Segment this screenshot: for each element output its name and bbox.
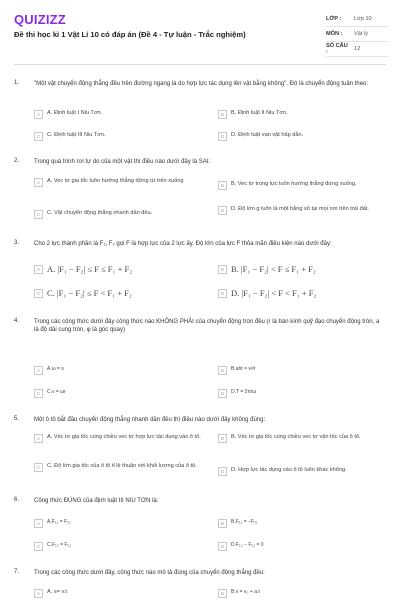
question-text: Công thức ĐÚNG của định luật III NIU TƠN là: bbox=[34, 498, 159, 504]
option-c[interactable] bbox=[34, 210, 206, 219]
option-text: D. Độ lớn g luôn là một hằng số tại mọi nơi trên trái đất. bbox=[231, 206, 369, 212]
meta-row-class bbox=[326, 12, 388, 27]
question-text: "Một vật chuyển động thẳng đều trên đường ngang là do hợp lực tác dụng lên vật bằng không". Đó là chuyển động tuân theo: bbox=[34, 81, 369, 87]
question-number: 1. bbox=[14, 80, 20, 86]
question-3 bbox=[14, 240, 386, 306]
option-a[interactable] bbox=[34, 265, 206, 274]
option-text: B.v = v₀ + a.t bbox=[231, 589, 260, 595]
option-c[interactable] bbox=[34, 463, 206, 472]
meta-row-subject bbox=[326, 27, 388, 42]
quizizz-logo: QUIZIZZ bbox=[14, 12, 66, 27]
option-key-box: D bbox=[218, 467, 227, 476]
option-key-box: D bbox=[218, 389, 227, 398]
meta-row-count bbox=[326, 42, 388, 57]
question-text: Trong quá trình rơi tự do của một vật thì điều nào dưới đây là SAI: bbox=[34, 159, 211, 165]
option-c[interactable] bbox=[34, 132, 206, 141]
question-text: Trong các công thức dưới đây công thức nào KHÔNG PHẢI của chuyển động tròn đều (r là bán kính quỹ đạo chuyển động tròn, a là độ dài cung tròn, φ là góc quay) bbox=[34, 319, 380, 333]
option-b[interactable] bbox=[218, 110, 390, 119]
option-key-box: A bbox=[34, 589, 43, 598]
question-4 bbox=[14, 318, 386, 400]
option-key-box: B bbox=[218, 589, 227, 598]
option-text: D.F₁₂ − F₂₁ = 0 bbox=[231, 542, 264, 548]
question-text: Một ô tô bắt đầu chuyển động thẳng nhanh dần đều thì điều nào dưới đây không đúng: bbox=[34, 417, 266, 423]
question-number: 4. bbox=[14, 318, 20, 324]
option-text: A. |F₁ − F₂| ≤ F ≤ F₁ + F₂ bbox=[47, 264, 133, 274]
option-key-box: B bbox=[218, 434, 227, 443]
option-text: A. s= v.t bbox=[47, 589, 67, 595]
option-text: D. Định luật vạn vật hấp dẫn. bbox=[231, 132, 304, 138]
option-key-box: A bbox=[34, 366, 43, 375]
option-key-box: B bbox=[218, 181, 227, 190]
option-text: C.F₁₂ = F₂₁ bbox=[47, 542, 72, 548]
option-text: C. Định luật III Niu Tơn. bbox=[47, 132, 106, 138]
option-a[interactable] bbox=[34, 519, 206, 528]
option-b[interactable] bbox=[218, 181, 390, 190]
meta-label: SỐ CÂU : bbox=[326, 43, 348, 55]
option-b[interactable] bbox=[218, 265, 390, 274]
option-key-box: B bbox=[218, 366, 227, 375]
option-a[interactable] bbox=[34, 434, 206, 443]
meta-value: 12 bbox=[354, 46, 361, 52]
option-text: A. Vec tơ gia tốc luôn hướng thẳng đứng từ trên xuống bbox=[47, 178, 184, 184]
option-text: B. Véc tơ gia tốc cùng chiều vec tơ vận tốc của ô tô. bbox=[231, 434, 361, 440]
option-d[interactable] bbox=[218, 389, 390, 398]
question-text: Cho 2 lực thành phần là F₁, F₂ gọi F là hợp lực của 2 lực ấy. Độ lớn của lực F thỏa mãn điều kiện nào dưới đây: bbox=[34, 241, 332, 247]
option-a[interactable] bbox=[34, 366, 206, 375]
question-number: 6. bbox=[14, 497, 20, 503]
option-text: B. Định luật II Niu Tơn. bbox=[231, 110, 288, 116]
option-key-box: C bbox=[34, 389, 43, 398]
option-text: D. Hợp lực tác dụng vào ô tô luôn khác không. bbox=[231, 467, 347, 473]
option-text: B.F₁₂ = −F₂₁ bbox=[231, 519, 258, 525]
option-key-box: C bbox=[34, 289, 43, 298]
option-key-box: B bbox=[218, 519, 227, 528]
option-key-box: C bbox=[34, 132, 43, 141]
option-key-box: C bbox=[34, 542, 43, 551]
meta-label: LỚP : bbox=[326, 16, 342, 22]
meta-table bbox=[326, 12, 388, 57]
option-text: B. |F₁ − F₂| < F ≤ F₁ + F₂ bbox=[231, 264, 316, 274]
option-key-box: A bbox=[34, 178, 43, 187]
option-text: C.v = ωr bbox=[47, 389, 66, 395]
option-key-box: A bbox=[34, 519, 43, 528]
option-text: C. Vật chuyển động thẳng nhanh dần đều. bbox=[47, 210, 153, 216]
question-number: 2. bbox=[14, 158, 20, 164]
question-7 bbox=[14, 569, 386, 600]
option-a[interactable] bbox=[34, 178, 206, 187]
option-d[interactable] bbox=[218, 542, 390, 551]
option-key-box: D bbox=[218, 132, 227, 141]
question-6 bbox=[14, 497, 386, 557]
option-b[interactable] bbox=[218, 366, 390, 375]
question-number: 7. bbox=[14, 569, 20, 575]
option-key-box: A bbox=[34, 434, 43, 443]
option-key-box: D bbox=[218, 542, 227, 551]
option-b[interactable] bbox=[218, 589, 390, 598]
question-number: 3. bbox=[14, 240, 20, 246]
option-text: C. |F₁ − F₂| ≤ F < F₁ + F₂ bbox=[47, 288, 132, 298]
option-text: A. Định luật I Niu Tơn. bbox=[47, 110, 103, 116]
option-text: B. Vec tơ trọng lực luôn hướng thẳng đứng xuống. bbox=[231, 181, 357, 187]
option-b[interactable] bbox=[218, 434, 390, 443]
option-key-box: B bbox=[218, 265, 227, 274]
option-text: B.aht = v²/r bbox=[231, 366, 256, 372]
document-title: Đề thi học kì 1 Vật Lí 10 có đáp án (Đề 4 - Tự luận - Trắc nghiệm) bbox=[14, 30, 246, 39]
meta-label: MÔN : bbox=[326, 31, 343, 37]
question-text: Trong các công thức dưới đây, công thức nào mô tả đúng của chuyển động thẳng đều: bbox=[34, 570, 265, 576]
option-d[interactable] bbox=[218, 467, 390, 476]
question-1 bbox=[14, 80, 386, 148]
option-a[interactable] bbox=[34, 589, 206, 598]
option-key-box: D bbox=[218, 289, 227, 298]
option-key-box: C bbox=[34, 210, 43, 219]
option-key-box: C bbox=[34, 463, 43, 472]
question-number: 5. bbox=[14, 416, 20, 422]
meta-value: Lớp 10 bbox=[354, 16, 372, 22]
option-key-box: B bbox=[218, 110, 227, 119]
option-c[interactable] bbox=[34, 389, 206, 398]
option-key-box: A bbox=[34, 265, 43, 274]
question-5 bbox=[14, 416, 386, 488]
option-d[interactable] bbox=[218, 206, 390, 215]
option-text: C. Độ lớn gia tốc của ô tô tỉ lệ thuận với khối lượng của ô tô. bbox=[47, 463, 197, 469]
option-c[interactable] bbox=[34, 289, 206, 298]
option-c[interactable] bbox=[34, 542, 206, 551]
header-divider bbox=[14, 64, 386, 65]
option-text: D.T = 2π/ω bbox=[231, 389, 257, 395]
option-text: D. |F₁ − F₂| < F < F₁ + F₂ bbox=[231, 288, 317, 298]
option-text: A.ω = s bbox=[47, 366, 64, 372]
option-key-box: A bbox=[34, 110, 43, 119]
option-a[interactable] bbox=[34, 110, 206, 119]
meta-value: Vật lý bbox=[354, 31, 368, 37]
option-d[interactable] bbox=[218, 289, 390, 298]
option-text: A.F₁₂ = F₂₁ bbox=[47, 519, 71, 525]
option-key-box: D bbox=[218, 206, 227, 215]
option-d[interactable] bbox=[218, 132, 390, 141]
option-b[interactable] bbox=[218, 519, 390, 528]
option-text: A. Véc tơ gia tốc cùng chiều vec tơ hợp lực tác dụng vào ô tô. bbox=[47, 434, 201, 440]
question-2 bbox=[14, 158, 386, 228]
